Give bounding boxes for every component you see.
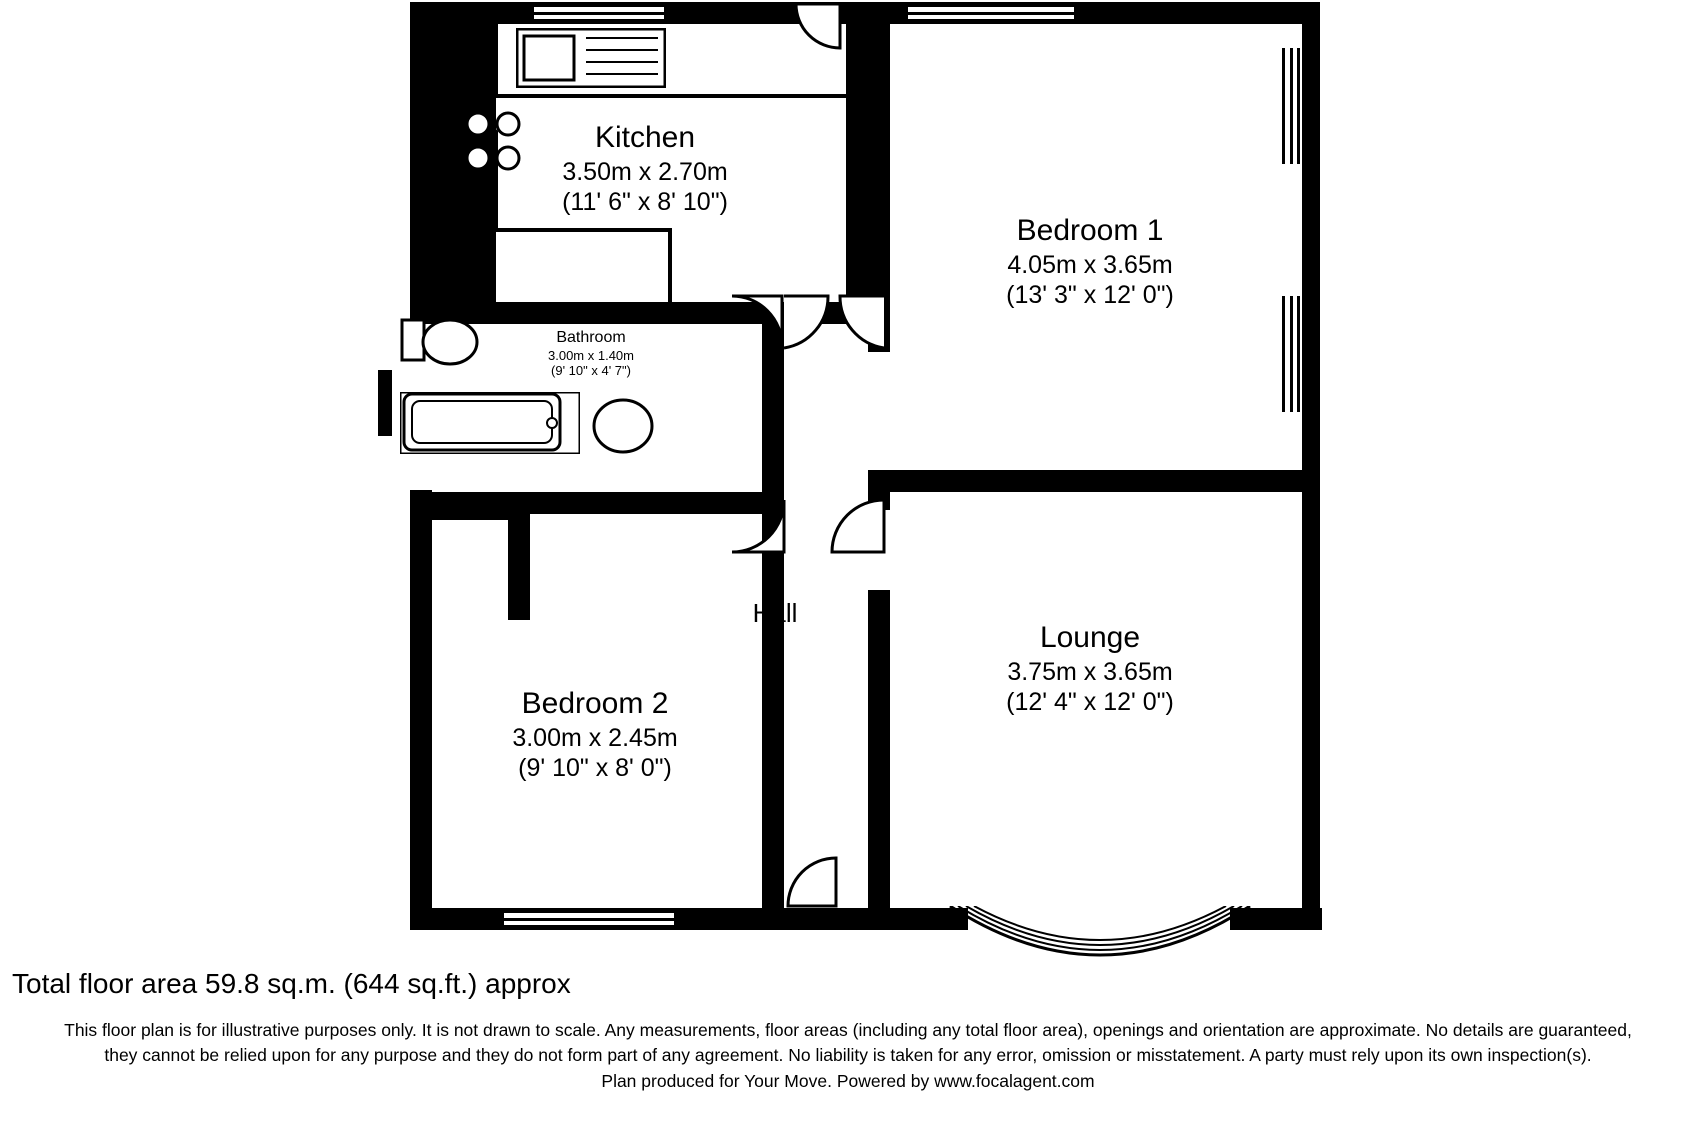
bathtub-extension [400, 392, 580, 454]
disclaimer-line-1: This floor plan is for illustrative purposes only. It is not drawn to scale. Any measurements, floor areas (including any total floor area), openings and orientation are approximate. No details are guaranteed, [64, 1020, 1632, 1040]
disclaimer [0, 1018, 1696, 1094]
label-bathroom-imperial: (9' 10" x 4' 7") [551, 363, 631, 379]
label-lounge [860, 620, 1320, 718]
door-bedroom2 [700, 470, 792, 570]
bay-window-lounge [940, 906, 1260, 986]
label-lounge-imperial: (12' 4" x 12' 0") [1006, 688, 1174, 717]
label-hall [690, 598, 860, 630]
window-bedroom2-bottom [504, 910, 674, 928]
label-bedroom2-metric: 3.00m x 2.45m [512, 723, 678, 752]
window-bedroom1-right-upper [1282, 48, 1300, 164]
kitchen-sink [516, 28, 666, 88]
label-hall-name: Hall [752, 598, 798, 628]
disclaimer-line-3: Plan produced for Your Move. Powered by www.focalagent.com [601, 1070, 1095, 1091]
window-bedroom1-right-lower [1282, 296, 1300, 412]
label-bathroom-metric: 3.00m x 1.40m [548, 347, 634, 363]
bath-panel [378, 370, 392, 436]
label-lounge-metric: 3.75m x 3.65m [1007, 657, 1173, 686]
label-kitchen [430, 120, 860, 218]
label-kitchen-metric: 3.50m x 2.70m [562, 157, 728, 186]
total-floor-area: Total floor area 59.8 sq.m. (644 sq.ft.) approx [12, 968, 571, 999]
label-bathroom [466, 328, 716, 379]
label-bathroom-name: Bathroom [556, 329, 626, 346]
window-kitchen-top [534, 4, 664, 22]
door-lounge [784, 470, 894, 570]
label-bedroom2-name: Bedroom 2 [521, 687, 669, 720]
label-bedroom2-imperial: (9' 10" x 8' 0") [518, 754, 672, 783]
label-bedroom1-metric: 4.05m x 3.65m [1007, 250, 1173, 279]
disclaimer-line-2: they cannot be relied upon for any purpose and they do not form part of any agreement. No liability is taken for any error, omission or misstatement. A party must rely upon its own inspection(s). [104, 1045, 1592, 1066]
window-bedroom1-top [908, 4, 1074, 22]
label-lounge-name: Lounge [1039, 621, 1141, 654]
label-bedroom2 [370, 686, 820, 784]
wall-bedroom1-lounge [868, 470, 1310, 492]
label-kitchen-name: Kitchen [594, 121, 696, 154]
label-bedroom1-imperial: (13' 3" x 12' 0") [1006, 281, 1174, 310]
door-kitchen [752, 2, 844, 58]
label-bedroom1-name: Bedroom 1 [1016, 214, 1164, 247]
label-bedroom1 [860, 213, 1320, 311]
door-bedroom1 [784, 292, 894, 422]
door-front-hall [752, 848, 844, 912]
wash-basin [592, 398, 654, 454]
label-kitchen-imperial: (11' 6" x 8' 10") [562, 188, 728, 217]
